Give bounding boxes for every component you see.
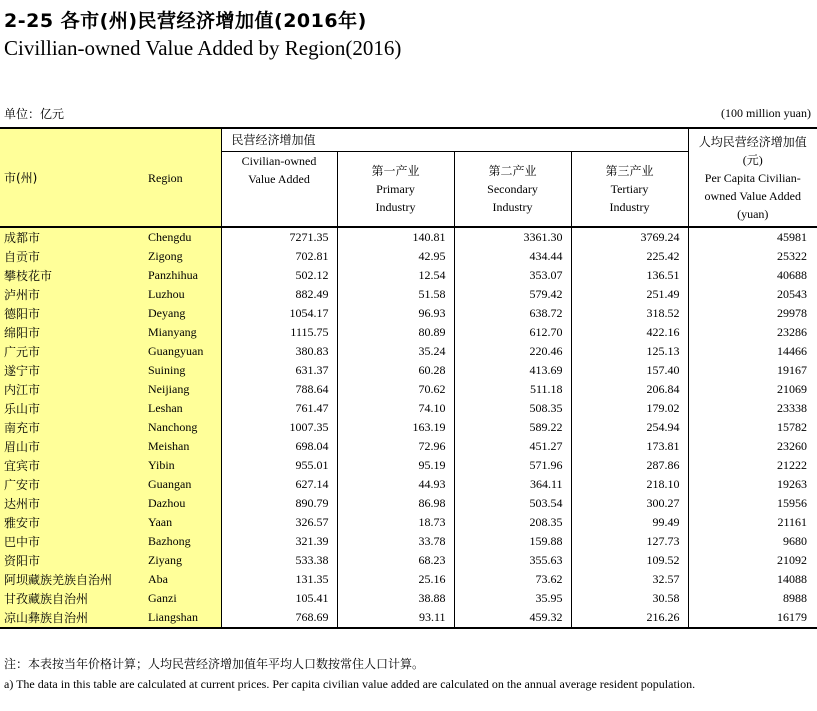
cell-percap: 14088	[688, 570, 817, 589]
cell-region: Chengdu	[144, 227, 221, 247]
cell-percap: 23286	[688, 323, 817, 342]
cell-percap: 21222	[688, 456, 817, 475]
cell-city: 德阳市	[0, 304, 144, 323]
cell-city: 南充市	[0, 418, 144, 437]
cell-percap: 16179	[688, 608, 817, 628]
cell-secondary: 3361.30	[454, 227, 571, 247]
cell-tertiary: 30.58	[571, 589, 688, 608]
cell-primary: 95.19	[337, 456, 454, 475]
cell-tertiary: 109.52	[571, 551, 688, 570]
table-row	[0, 456, 817, 475]
table-row	[0, 227, 817, 247]
cell-region: Bazhong	[144, 532, 221, 551]
cell-secondary: 589.22	[454, 418, 571, 437]
cell-total: 890.79	[221, 494, 337, 513]
cell-region: Guangan	[144, 475, 221, 494]
table-row	[0, 266, 817, 285]
cell-primary: 96.93	[337, 304, 454, 323]
cell-region: Yaan	[144, 513, 221, 532]
cell-tertiary: 422.16	[571, 323, 688, 342]
cell-region: Luzhou	[144, 285, 221, 304]
cell-region: Guangyuan	[144, 342, 221, 361]
cell-primary: 44.93	[337, 475, 454, 494]
header-secondary: 第二产业 Secondary Industry	[454, 152, 571, 228]
unit-label-en: (100 million yuan)	[721, 106, 811, 120]
cell-tertiary: 179.02	[571, 399, 688, 418]
header-city: 市(州)	[0, 128, 144, 227]
cell-total: 698.04	[221, 437, 337, 456]
cell-total: 533.38	[221, 551, 337, 570]
cell-total: 882.49	[221, 285, 337, 304]
header-tertiary: 第三产业 Tertiary Industry	[571, 152, 688, 228]
header-percap: 人均民营经济增加值 (元) Per Capita Civilian-owned Value Added (yuan)	[688, 128, 817, 227]
cell-region: Deyang	[144, 304, 221, 323]
cell-region: Dazhou	[144, 494, 221, 513]
cell-tertiary: 127.73	[571, 532, 688, 551]
cell-tertiary: 254.94	[571, 418, 688, 437]
header-group: 民营经济增加值	[221, 128, 688, 152]
footnote-cn: 注：本表按当年价格计算；人均民营经济增加值年平均人口数按常住人口计算。	[4, 657, 425, 671]
cell-primary: 74.10	[337, 399, 454, 418]
cell-primary: 33.78	[337, 532, 454, 551]
cell-city: 绵阳市	[0, 323, 144, 342]
cell-secondary: 35.95	[454, 589, 571, 608]
cell-city: 凉山彝族自治州	[0, 608, 144, 628]
table-title-en: Civillian-owned Value Added by Region(2016)	[4, 36, 402, 60]
cell-city: 广元市	[0, 342, 144, 361]
cell-total: 702.81	[221, 247, 337, 266]
cell-total: 321.39	[221, 532, 337, 551]
cell-tertiary: 216.26	[571, 608, 688, 628]
cell-percap: 20543	[688, 285, 817, 304]
cell-primary: 51.58	[337, 285, 454, 304]
cell-city: 达州市	[0, 494, 144, 513]
cell-city: 遂宁市	[0, 361, 144, 380]
cell-secondary: 73.62	[454, 570, 571, 589]
cell-secondary: 459.32	[454, 608, 571, 628]
cell-percap: 15956	[688, 494, 817, 513]
cell-region: Liangshan	[144, 608, 221, 628]
cell-percap: 21161	[688, 513, 817, 532]
cell-tertiary: 287.86	[571, 456, 688, 475]
cell-city: 攀枝花市	[0, 266, 144, 285]
table-title-cn: 2-25 各市(州)民营经济增加值(2016年)	[4, 10, 367, 32]
cell-primary: 80.89	[337, 323, 454, 342]
cell-secondary: 571.96	[454, 456, 571, 475]
cell-city: 泸州市	[0, 285, 144, 304]
cell-primary: 42.95	[337, 247, 454, 266]
cell-total: 631.37	[221, 361, 337, 380]
cell-tertiary: 32.57	[571, 570, 688, 589]
cell-city: 成都市	[0, 227, 144, 247]
cell-secondary: 353.07	[454, 266, 571, 285]
data-table	[0, 127, 817, 629]
cell-percap: 21092	[688, 551, 817, 570]
table-body	[0, 227, 817, 628]
cell-city: 巴中市	[0, 532, 144, 551]
cell-secondary: 434.44	[454, 247, 571, 266]
cell-percap: 21069	[688, 380, 817, 399]
table-row	[0, 475, 817, 494]
cell-secondary: 511.18	[454, 380, 571, 399]
cell-tertiary: 218.10	[571, 475, 688, 494]
cell-primary: 60.28	[337, 361, 454, 380]
cell-primary: 93.11	[337, 608, 454, 628]
cell-total: 627.14	[221, 475, 337, 494]
cell-secondary: 579.42	[454, 285, 571, 304]
cell-city: 甘孜藏族自治州	[0, 589, 144, 608]
cell-region: Yibin	[144, 456, 221, 475]
cell-region: Zigong	[144, 247, 221, 266]
cell-percap: 19167	[688, 361, 817, 380]
cell-tertiary: 136.51	[571, 266, 688, 285]
cell-percap: 45981	[688, 227, 817, 247]
cell-city: 自贡市	[0, 247, 144, 266]
cell-total: 380.83	[221, 342, 337, 361]
header-total: Civilian-owned Value Added	[221, 152, 337, 228]
cell-primary: 140.81	[337, 227, 454, 247]
header-region: Region	[144, 128, 221, 227]
cell-region: Meishan	[144, 437, 221, 456]
footnote-en: a) The data in this table are calculated at current prices. Per capita civilian value added are calculated on the annual average resident population.	[4, 677, 696, 691]
cell-city: 阿坝藏族羌族自治州	[0, 570, 144, 589]
cell-total: 7271.35	[221, 227, 337, 247]
cell-total: 788.64	[221, 380, 337, 399]
cell-tertiary: 225.42	[571, 247, 688, 266]
table-row	[0, 513, 817, 532]
cell-region: Aba	[144, 570, 221, 589]
cell-percap: 19263	[688, 475, 817, 494]
cell-primary: 18.73	[337, 513, 454, 532]
cell-tertiary: 125.13	[571, 342, 688, 361]
cell-secondary: 503.54	[454, 494, 571, 513]
cell-percap: 8988	[688, 589, 817, 608]
cell-region: Suining	[144, 361, 221, 380]
cell-primary: 35.24	[337, 342, 454, 361]
table-row	[0, 399, 817, 418]
cell-primary: 38.88	[337, 589, 454, 608]
cell-percap: 29978	[688, 304, 817, 323]
cell-tertiary: 173.81	[571, 437, 688, 456]
table-row	[0, 323, 817, 342]
cell-percap: 40688	[688, 266, 817, 285]
table-row	[0, 380, 817, 399]
cell-total: 502.12	[221, 266, 337, 285]
table-row	[0, 494, 817, 513]
cell-secondary: 638.72	[454, 304, 571, 323]
cell-primary: 12.54	[337, 266, 454, 285]
table-row	[0, 532, 817, 551]
cell-percap: 14466	[688, 342, 817, 361]
table-row	[0, 570, 817, 589]
cell-region: Neijiang	[144, 380, 221, 399]
cell-percap: 23338	[688, 399, 817, 418]
unit-label-cn: 单位：亿元	[4, 107, 65, 121]
cell-percap: 9680	[688, 532, 817, 551]
cell-city: 资阳市	[0, 551, 144, 570]
cell-region: Nanchong	[144, 418, 221, 437]
cell-primary: 70.62	[337, 380, 454, 399]
cell-region: Ziyang	[144, 551, 221, 570]
table-row	[0, 285, 817, 304]
table-row	[0, 589, 817, 608]
header-primary: 第一产业 Primary Industry	[337, 152, 454, 228]
cell-total: 768.69	[221, 608, 337, 628]
cell-tertiary: 251.49	[571, 285, 688, 304]
table-row	[0, 437, 817, 456]
cell-tertiary: 157.40	[571, 361, 688, 380]
cell-total: 955.01	[221, 456, 337, 475]
cell-primary: 163.19	[337, 418, 454, 437]
cell-city: 广安市	[0, 475, 144, 494]
table-row	[0, 304, 817, 323]
cell-total: 1115.75	[221, 323, 337, 342]
cell-secondary: 508.35	[454, 399, 571, 418]
cell-percap: 25322	[688, 247, 817, 266]
cell-total: 105.41	[221, 589, 337, 608]
cell-total: 326.57	[221, 513, 337, 532]
cell-percap: 15782	[688, 418, 817, 437]
cell-total: 131.35	[221, 570, 337, 589]
cell-total: 1007.35	[221, 418, 337, 437]
table-row	[0, 247, 817, 266]
cell-secondary: 612.70	[454, 323, 571, 342]
cell-percap: 23260	[688, 437, 817, 456]
cell-city: 内江市	[0, 380, 144, 399]
table-row	[0, 608, 817, 628]
cell-primary: 86.98	[337, 494, 454, 513]
cell-primary: 68.23	[337, 551, 454, 570]
table-row	[0, 361, 817, 380]
table-row	[0, 342, 817, 361]
cell-region: Mianyang	[144, 323, 221, 342]
cell-tertiary: 99.49	[571, 513, 688, 532]
cell-city: 宜宾市	[0, 456, 144, 475]
cell-region: Leshan	[144, 399, 221, 418]
cell-total: 761.47	[221, 399, 337, 418]
cell-secondary: 208.35	[454, 513, 571, 532]
cell-secondary: 364.11	[454, 475, 571, 494]
cell-tertiary: 3769.24	[571, 227, 688, 247]
cell-city: 雅安市	[0, 513, 144, 532]
cell-city: 乐山市	[0, 399, 144, 418]
cell-tertiary: 300.27	[571, 494, 688, 513]
cell-primary: 72.96	[337, 437, 454, 456]
cell-tertiary: 206.84	[571, 380, 688, 399]
cell-region: Ganzi	[144, 589, 221, 608]
cell-secondary: 451.27	[454, 437, 571, 456]
cell-primary: 25.16	[337, 570, 454, 589]
cell-city: 眉山市	[0, 437, 144, 456]
cell-secondary: 220.46	[454, 342, 571, 361]
cell-tertiary: 318.52	[571, 304, 688, 323]
cell-secondary: 159.88	[454, 532, 571, 551]
cell-secondary: 413.69	[454, 361, 571, 380]
table-row	[0, 551, 817, 570]
cell-total: 1054.17	[221, 304, 337, 323]
cell-region: Panzhihua	[144, 266, 221, 285]
table-row	[0, 418, 817, 437]
cell-secondary: 355.63	[454, 551, 571, 570]
